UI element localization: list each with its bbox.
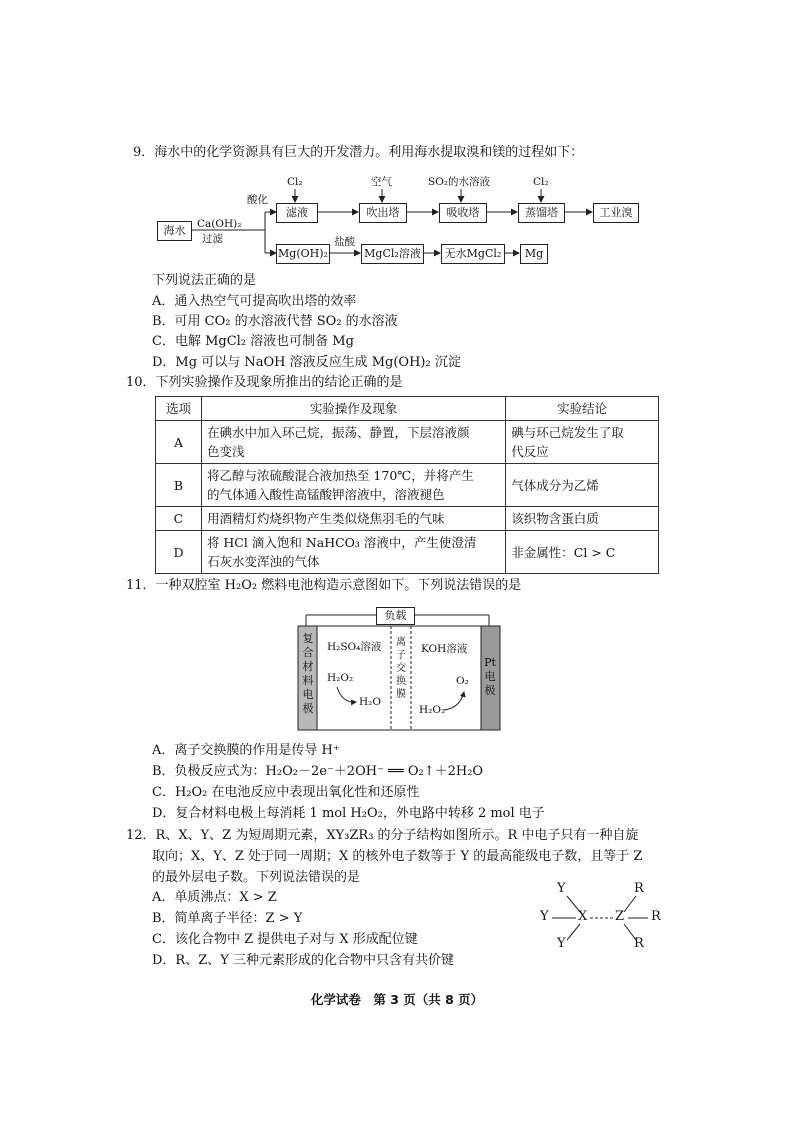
o2-label: O₂	[456, 675, 469, 687]
absorb-tower-box: 吸收塔	[439, 203, 487, 223]
so2-solution-label: SO₂的水溶液	[428, 176, 491, 188]
q12-option-c: C．该化合物中 Z 提供电子对与 X 形成配位键	[152, 932, 418, 947]
q9-option-d: D．Mg 可以与 NaOH 溶液反应生成 Mg(OH)₂ 沉淀	[152, 355, 461, 370]
operation-line-2: 石灰水变浑浊的气体	[206, 554, 320, 569]
header-option: 选项	[156, 397, 202, 421]
q12-stem-line-1: 12．R、X、Y、Z 为短周期元素，XY₃ZR₃ 的分子结构如图所示。R 中电子只有一种自旋	[126, 828, 639, 843]
blowout-tower-box: 吹出塔	[359, 203, 407, 223]
q9-option-b: B．可用 CO₂ 的水溶液代替 SO₂ 的水溶液	[152, 314, 398, 329]
anhydrous-mgcl2-box: 无水MgCl₂	[441, 244, 505, 264]
q9-option-c: C．电解 MgCl₂ 溶液也可制备 Mg	[152, 334, 354, 349]
membrane-char: 交	[396, 663, 406, 674]
air-label: 空气	[371, 176, 392, 188]
operation-line-2: 色变浅	[206, 444, 245, 459]
acidify-label: 酸化	[247, 194, 268, 206]
atom-r-top: R	[634, 881, 644, 896]
conclusion-line-2: 代反应	[511, 444, 549, 459]
q12-stem-line-2: 取向；X、Y、Z 处于同一周期；X 的核外电子数等于 Y 的最高能级电子数，且等于 Z	[152, 849, 643, 864]
header-operation: 实验操作及现象	[201, 397, 505, 421]
reagent-caoh2: Ca(OH)₂	[197, 218, 242, 230]
h2o-label: H₂O	[359, 696, 381, 708]
row-option: D	[156, 531, 202, 574]
membrane-char: 换	[396, 676, 406, 687]
reagent-filter: 过滤	[202, 233, 223, 245]
koh-label: KOH溶液	[421, 643, 468, 655]
row-conclusion: 气体成分为乙烯	[506, 464, 659, 507]
atom-x: X	[578, 909, 588, 924]
operation-line-1: 在碘水中加入环己烷，振荡、静置，下层溶液颜	[206, 425, 470, 440]
left-electrode-char: 复	[302, 632, 314, 645]
header-conclusion: 实验结论	[506, 397, 659, 421]
distill-tower-box: 蒸馏塔	[518, 203, 565, 223]
atom-y-top: Y	[557, 881, 566, 896]
q11-option-a: A．离子交换膜的作用是传导 H⁺	[152, 743, 340, 758]
membrane-char: 离	[396, 637, 406, 648]
atom-z: Z	[615, 909, 625, 924]
q12-stem-line-3: 的最外层电子数。下列说法错误的是	[152, 870, 361, 885]
left-electrode-char: 合	[302, 646, 314, 659]
h2o2-left-label: H₂O₂	[327, 672, 354, 684]
conclusion-line-1: 碘与环己烷发生了取	[511, 425, 624, 440]
left-electrode-char: 极	[302, 702, 314, 715]
operation-line-2: 的气体通入酸性高锰酸钾溶液中，溶液褪色	[206, 487, 445, 502]
row-option: A	[156, 421, 202, 464]
q11-stem: 11．一种双腔室 H₂O₂ 燃料电池构造示意图如下。下列说法错误的是	[126, 578, 522, 593]
left-electrode-char: 电	[302, 688, 314, 701]
seawater-box: 海水	[157, 221, 192, 241]
q9-stem: 9．海水中的化学资源具有巨大的开发潜力。利用海水提取溴和镁的过程如下：	[133, 145, 584, 160]
atom-y-bottom: Y	[557, 936, 566, 951]
mgcl2-solution-box: MgCl₂溶液	[361, 244, 424, 264]
atom-r-right: R	[651, 909, 661, 924]
h2so4-label: H₂SO₄溶液	[327, 641, 382, 653]
left-electrode-char: 材	[302, 660, 314, 673]
q11-option-d: D．复合材料电极上每消耗 1 mol H₂O₂，外电路中转移 2 mol 电子	[152, 806, 545, 821]
cl2-label-2: Cl₂	[533, 176, 549, 188]
q12-option-a: A．单质沸点：X > Z	[152, 890, 277, 905]
industrial-bromine-box: 工业溴	[593, 203, 639, 223]
q12-option-d: D．R、Z、Y 三种元素形成的化合物中只含有共价键	[152, 953, 454, 968]
row-conclusion: 非金属性：Cl > C	[506, 531, 659, 574]
row-option: C	[156, 507, 202, 531]
cl2-label-1: Cl₂	[287, 176, 303, 188]
row-conclusion: 该织物含蛋白质	[506, 507, 659, 531]
operation-line-1: 将 HCl 滴入饱和 NaHCO₃ 溶液中，产生使澄清	[206, 535, 477, 550]
q9-option-a: A．通入热空气可提高吹出塔的效率	[152, 294, 357, 309]
row-option: B	[156, 464, 202, 507]
filtrate-box: 滤液	[276, 203, 318, 223]
atom-r-bottom: R	[634, 936, 644, 951]
atom-y-left: Y	[540, 909, 549, 924]
right-electrode-char: Pt	[484, 656, 496, 669]
membrane-char: 子	[396, 650, 406, 661]
mg-box: Mg	[520, 244, 548, 264]
operation-line-1: 将乙醇与浓硫酸混合液加热至 170℃，并将产生	[206, 468, 474, 483]
q11-option-b: B．负极反应式为：H₂O₂－2e⁻＋2OH⁻ ══ O₂↑＋2H₂O	[152, 764, 484, 779]
right-electrode-char: 电	[484, 670, 496, 683]
q12-option-b: B．简单离子半径：Z > Y	[152, 911, 303, 926]
hcl-label: 盐酸	[334, 236, 355, 248]
load-box: 负载	[376, 607, 415, 625]
mgoh2-box: Mg(OH)₂	[276, 244, 330, 264]
q9-prompt: 下列说法正确的是	[152, 273, 257, 288]
q10-stem: 10．下列实验操作及现象所推出的结论正确的是	[126, 375, 403, 390]
right-electrode-char: 极	[484, 684, 496, 697]
h2o2-right-label: H₂O₂	[419, 704, 446, 716]
q11-option-c: C．H₂O₂ 在电池反应中表现出氧化性和还原性	[152, 785, 420, 800]
row-operation: 用酒精灯灼烧织物产生类似烧焦羽毛的气味	[201, 507, 505, 531]
left-electrode-char: 料	[302, 674, 314, 687]
page-footer: 化学试卷 第 3 页（共 8 页）	[310, 992, 484, 1007]
membrane-char: 膜	[396, 689, 406, 700]
